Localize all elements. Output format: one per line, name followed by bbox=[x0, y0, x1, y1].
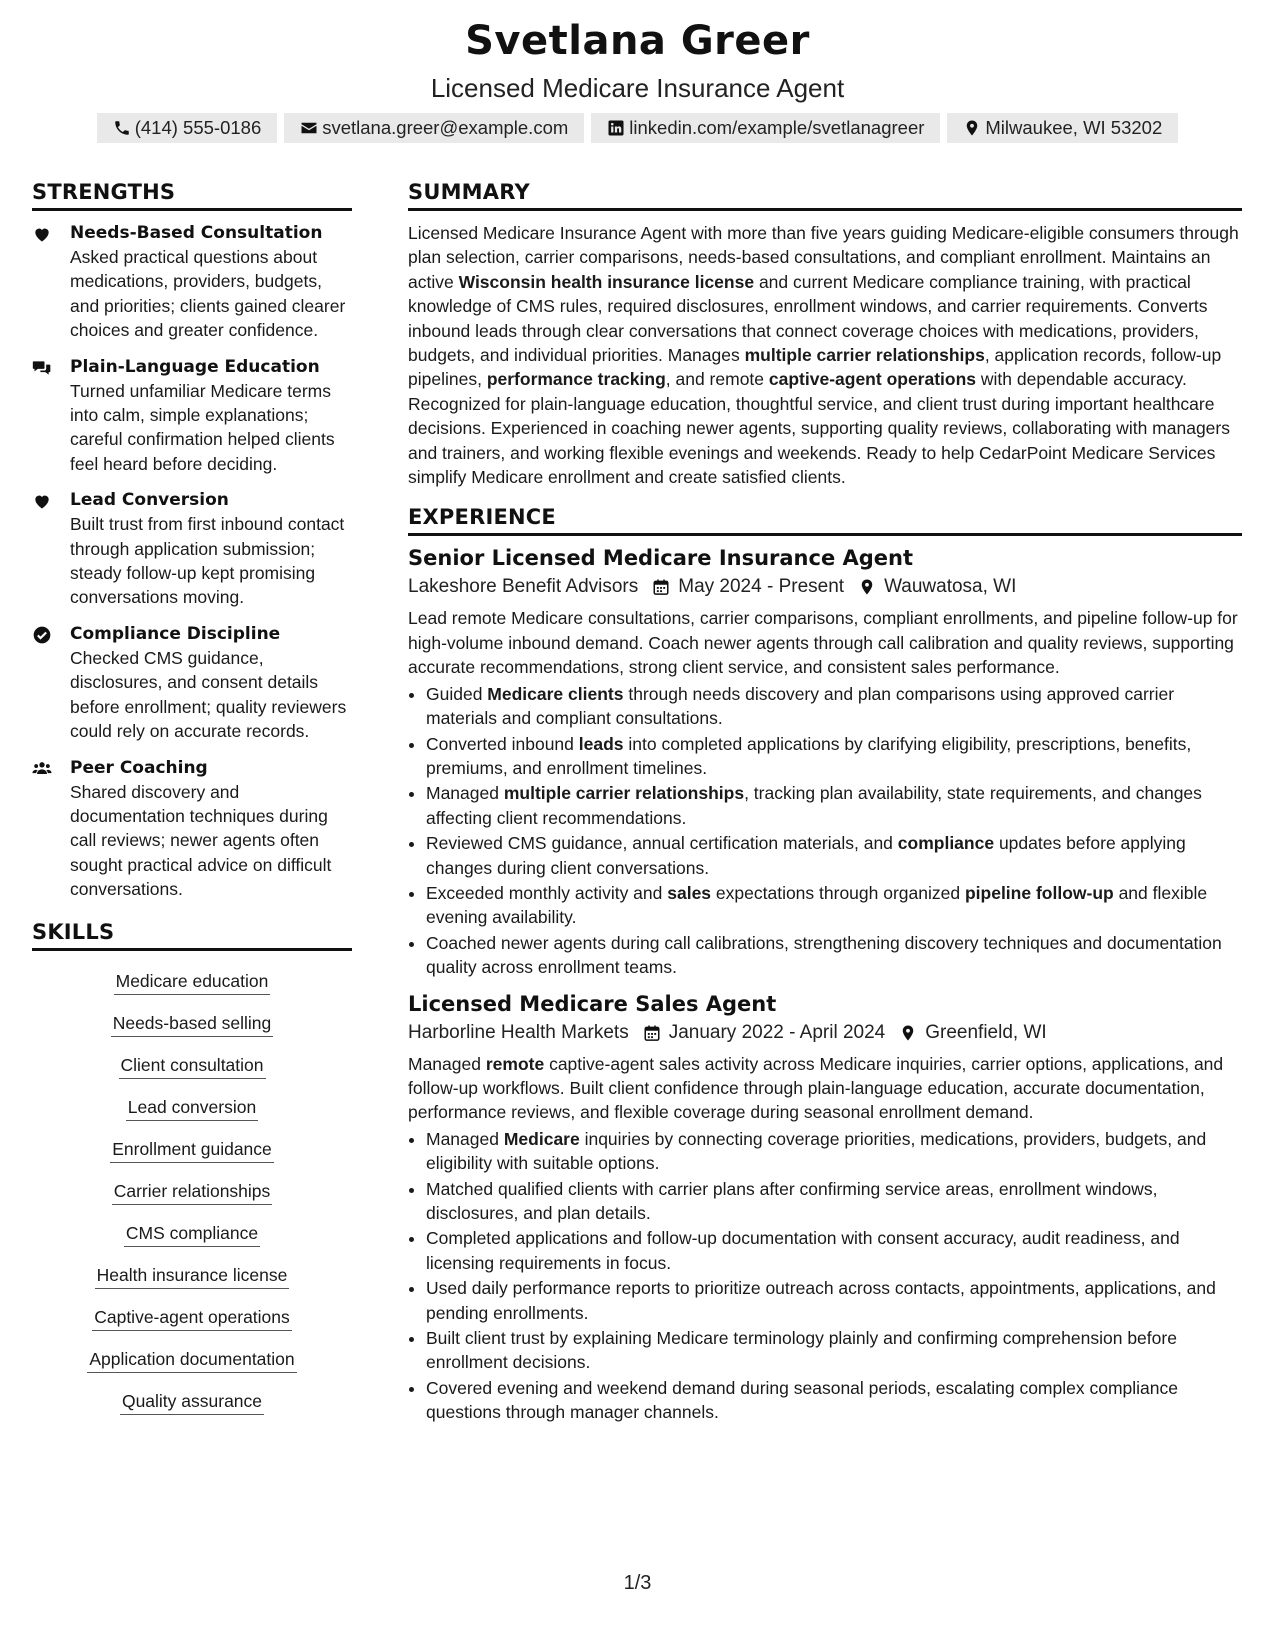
skill-item: Carrier relationships bbox=[112, 1181, 273, 1205]
job-meta bbox=[408, 576, 1242, 598]
users-icon bbox=[32, 759, 52, 779]
job-title: Licensed Medicare Sales Agent bbox=[408, 991, 777, 1016]
job-location: Wauwatosa, WI bbox=[884, 576, 1017, 598]
check-circle-icon bbox=[32, 625, 52, 645]
contact-linkedin[interactable] bbox=[591, 113, 940, 143]
job-bullet: • Built client trust by explaining Medicare terminology plainly and confirming comprehension before enrollment decisions. bbox=[426, 1326, 1242, 1375]
skill-item: Medicare education bbox=[114, 971, 271, 995]
bold-phrase: Medicare bbox=[503, 1128, 580, 1149]
bold-phrase: Wisconsin health insurance license bbox=[458, 271, 755, 292]
job-bullet: • Exceeded monthly activity and sales expectations through organized pipeline follow-up and flexible evening availability. bbox=[426, 881, 1242, 930]
job-bullet: • Managed multiple carrier relationships, tracking plan availability, state requirements, and changes affecting client recommendations. bbox=[426, 781, 1242, 830]
strength-desc: Turned unfamiliar Medicare terms into calm, simple explanations; careful confirmation helped clients feel heard before deciding. bbox=[70, 380, 335, 474]
skills-list bbox=[32, 961, 352, 1423]
strength-title: Lead Conversion bbox=[70, 490, 229, 511]
job-entry bbox=[408, 992, 1242, 1425]
page-number: 1/3 bbox=[623, 1572, 652, 1594]
bold-phrase: Medicare clients bbox=[487, 683, 624, 704]
job-bullets bbox=[408, 1127, 1242, 1425]
skill-item: CMS compliance bbox=[124, 1223, 260, 1247]
strength-item bbox=[32, 622, 352, 744]
job-bullet: • Converted inbound leads into completed applications by clarifying eligibility, prescriptions, benefits, premiums, and enrollment timelines. bbox=[426, 732, 1242, 781]
job-bullet: • Covered evening and weekend demand during seasonal periods, escalating complex compliance questions through manager channels. bbox=[426, 1376, 1242, 1425]
contact-phone-text: (414) 555-0186 bbox=[134, 117, 262, 138]
strength-item bbox=[32, 756, 352, 902]
job-bullet: • Managed Medicare inquiries by connecting coverage priorities, medications, providers, budgets, and eligibility with suitable options. bbox=[426, 1127, 1242, 1176]
candidate-title: Licensed Medicare Insurance Agent bbox=[430, 73, 845, 103]
job-bullet: • Matched qualified clients with carrier plans after confirming service areas, enrollment windows, disclosures, and plan details. bbox=[426, 1177, 1242, 1226]
job-location: Greenfield, WI bbox=[925, 1021, 1047, 1043]
phone-icon bbox=[113, 119, 131, 137]
skill-item: Quality assurance bbox=[120, 1391, 264, 1415]
job-bullet: • Reviewed CMS guidance, annual certification materials, and compliance updates before applying changes during client conversations. bbox=[426, 831, 1242, 880]
bold-phrase: captive-agent operations bbox=[768, 369, 977, 390]
strength-title: Needs-Based Consultation bbox=[70, 223, 323, 243]
contact-bar bbox=[0, 113, 1275, 143]
bold-phrase: leads bbox=[578, 733, 624, 754]
skill-item: Application documentation bbox=[87, 1349, 296, 1373]
job-dates: May 2024 - Present bbox=[678, 576, 845, 598]
strength-desc: Built trust from first inbound contact through application submission; steady follow-up kept promising conversations moving. bbox=[70, 514, 345, 608]
bold-phrase: multiple carrier relationships bbox=[744, 345, 985, 366]
candidate-name: Svetlana Greer bbox=[465, 18, 810, 64]
strength-desc: Asked practical questions about medications, providers, budgets, and priorities; clients gained clearer choices and greater confidence. bbox=[70, 247, 346, 341]
heart-icon bbox=[32, 491, 52, 511]
job-description: Managed remote captive-agent sales activity across Medicare inquiries, carrier options, applications, and follow-up workflows. Built client confidence through plain-language education, accurate documentation, performance reviews, and flexible coverage during seasonal enrollment demand. bbox=[408, 1053, 1224, 1123]
job-bullets bbox=[408, 682, 1242, 980]
job-entry bbox=[408, 546, 1242, 979]
skill-item: Lead conversion bbox=[126, 1097, 258, 1121]
heart-icon bbox=[32, 224, 52, 244]
job-company: Harborline Health Markets bbox=[408, 1021, 629, 1043]
left-column bbox=[32, 180, 352, 1423]
location-pin-icon bbox=[858, 578, 876, 596]
skill-item: Needs-based selling bbox=[111, 1013, 274, 1037]
bold-phrase: multiple carrier relationships bbox=[503, 783, 745, 804]
location-pin-icon bbox=[963, 119, 981, 137]
strength-title: Compliance Discipline bbox=[70, 623, 281, 644]
skill-item: Enrollment guidance bbox=[110, 1139, 274, 1163]
job-description: Lead remote Medicare consultations, carrier comparisons, compliant enrollments, and pipeline follow-up for high-volume inbound demand. Coach newer agents through call calibration and quality reviews, supporting accurate recommendations, strong client service, and consistent sales performance. bbox=[408, 608, 1238, 678]
calendar-icon bbox=[643, 1024, 661, 1042]
strengths-heading: STRENGTHS bbox=[32, 180, 352, 211]
strength-title: Plain-Language Education bbox=[70, 356, 320, 377]
comments-icon bbox=[32, 358, 52, 378]
skill-item: Captive-agent operations bbox=[92, 1307, 292, 1331]
right-column bbox=[408, 180, 1242, 1437]
job-meta bbox=[408, 1022, 1242, 1044]
contact-email-text: svetlana.greer@example.com bbox=[322, 117, 569, 138]
bold-phrase: performance tracking bbox=[486, 369, 666, 390]
skills-heading: SKILLS bbox=[32, 920, 352, 951]
strength-desc: Checked CMS guidance, disclosures, and consent details before enrollment; quality reviewers could rely on accurate records. bbox=[70, 647, 347, 742]
job-bullet: • Completed applications and follow-up documentation with consent accuracy, audit readiness, and licensing requirements in focus. bbox=[426, 1226, 1242, 1275]
job-dates: January 2022 - April 2024 bbox=[668, 1021, 886, 1043]
job-company: Lakeshore Benefit Advisors bbox=[408, 576, 639, 598]
calendar-icon bbox=[652, 578, 670, 596]
contact-location bbox=[947, 113, 1178, 143]
skill-item: Client consultation bbox=[119, 1055, 266, 1079]
strength-item bbox=[32, 221, 352, 343]
envelope-icon bbox=[300, 119, 318, 137]
bold-phrase: sales bbox=[667, 882, 712, 903]
contact-phone[interactable] bbox=[97, 113, 278, 143]
job-bullet: • Used daily performance reports to prioritize outreach across contacts, appointments, applications, and pending enrollments. bbox=[426, 1276, 1242, 1325]
bold-phrase: pipeline follow-up bbox=[964, 882, 1114, 903]
bold-phrase: compliance bbox=[897, 833, 995, 854]
strength-item bbox=[32, 488, 352, 610]
bold-phrase: remote bbox=[485, 1053, 545, 1074]
job-bullet: • Guided Medicare clients through needs discovery and plan comparisons using approved carrier materials and compliant consultations. bbox=[426, 682, 1242, 731]
contact-linkedin-text: linkedin.com/example/svetlanagreer bbox=[629, 117, 925, 138]
linkedin-icon bbox=[607, 119, 625, 137]
skill-item: Health insurance license bbox=[95, 1265, 290, 1289]
job-bullet: • Coached newer agents during call calibrations, strengthening discovery techniques and documentation quality across enrollment teams. bbox=[426, 931, 1242, 980]
summary-heading: SUMMARY bbox=[408, 180, 1242, 211]
summary-text: Licensed Medicare Insurance Agent with more than five years guiding Medicare-eligible consumers through plan selection, carrier comparisons, needs-based consultations, and compliant enrollment. Maintains an active Wisconsin health insurance license and current Medicare compliance training, with practical knowledge of CMS rules, required disclosures, enrollment windows, and carrier requirements. Converts inbound leads through clear conversations that connect coverage choices with medications, providers, budgets, and individual priorities. Manages multiple carrier relationships, application records, follow-up pipelines, performance tracking, and remote captive-agent operations with dependable accuracy. Recognized for plain-language education, thoughtful service, and client trust during important healthcare decisions. Experienced in coaching newer agents, supporting quality reviews, collaborating with managers and trainers, and working flexible evenings and weekends. Ready to help CedarPoint Medicare Services simplify Medicare enrollment and create satisfied clients. bbox=[408, 223, 1239, 488]
contact-email[interactable] bbox=[284, 113, 584, 143]
experience-heading: EXPERIENCE bbox=[408, 505, 1242, 536]
location-pin-icon bbox=[899, 1024, 917, 1042]
strength-item bbox=[32, 355, 352, 477]
contact-location-text: Milwaukee, WI 53202 bbox=[985, 117, 1163, 138]
strength-desc: Shared discovery and documentation techniques during call reviews; newer agents often sought practical advice on difficult conversations. bbox=[70, 781, 332, 900]
job-title: Senior Licensed Medicare Insurance Agent bbox=[408, 546, 914, 571]
strength-title: Peer Coaching bbox=[70, 757, 208, 778]
